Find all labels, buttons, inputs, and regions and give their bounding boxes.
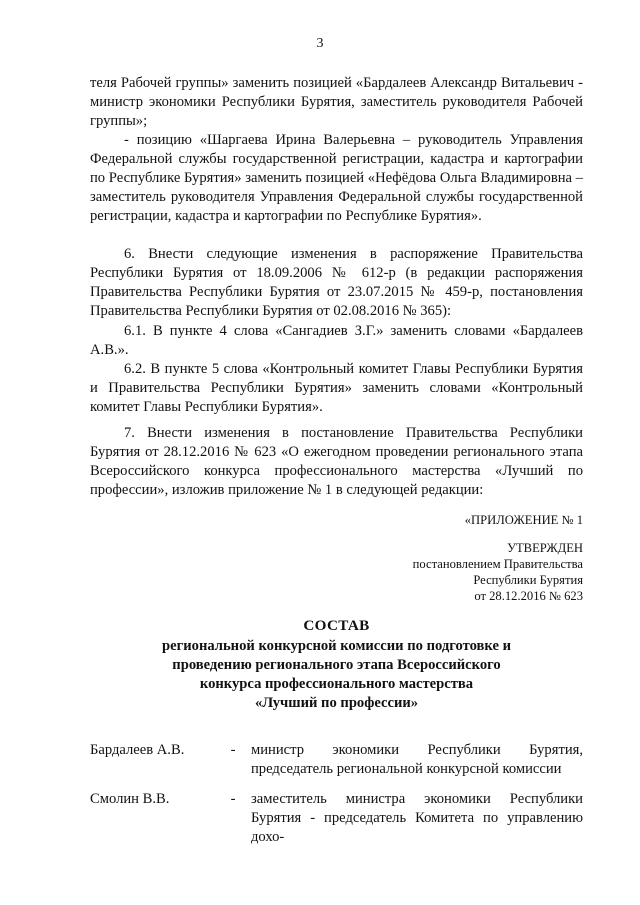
member-name: Бардалеев А.В. [90,742,185,758]
approved-date-line: от 28.12.2016 № 623 [474,589,583,603]
member-dash: - [230,742,236,758]
paragraph-position-replacement: - позицию «Шаргаева Ирина Валерьевна – руководитель Управления Федеральной службы государственной регистрации, кадастра и картографии по Республике Бурятия» заменить позицией «Нефёдова Ольга Владимировна – заместитель руководителя Управления Федеральной службы государственной регистрации, кадастра и картографии по Республике Бурятия». [90,132,583,224]
member-name: Смолин В.В. [90,791,170,807]
paragraph-continuation: теля Рабочей группы» заменить позицией «Бардалеев Александр Витальевич - министр экономики Республики Бурятия, заместитель руководителя Рабочей группы»; [90,75,583,129]
member-dash: - [230,791,236,807]
member-role: заместитель министра экономики Республики Бурятия - председатель Комитета по управлению дохо- [251,791,583,845]
approved-label: УТВЕРЖДЕН [507,541,583,555]
page-number: 3 [316,36,324,51]
member-role: министр экономики Республики Бурятия, председатель региональной конкурсной комиссии [251,742,583,777]
composition-subtitle-line-1: региональной конкурсной комиссии по подготовке и [162,638,511,654]
composition-subtitle-line-3: конкурса профессионального мастерства [199,676,474,692]
composition-subtitle-line-2: проведению регионального этапа Всероссийского [172,657,501,673]
paragraph-item-7: 7. Внести изменения в постановление Правительства Республики Бурятия от 28.12.2016 № 623 «О ежегодном проведении регионального этапа Всероссийского конкурса профессионального мастерства «Лучший по профессии», изложив приложение № 1 в следующей редакции: [90,425,583,498]
composition-heading: СОСТАВ [303,617,370,634]
composition-title [90,616,583,713]
paragraph-item-6-1: 6.1. В пункте 4 слова «Сангадиев З.Г.» заменить словами «Бардалеев А.В.». [90,323,583,358]
approved-region-line: Республики Бурятия [473,573,583,587]
paragraph-item-6-2: 6.2. В пункте 5 слова «Контрольный комитет Главы Республики Бурятия и Правительства Республики Бурятия» заменить словами «Контрольный комитет Главы Республики Бурятия». [90,361,583,415]
approved-by-line: постановлением Правительства [412,557,583,571]
paragraph-item-6: 6. Внести следующие изменения в распоряжение Правительства Республики Бурятия от 18.09.2006 № 612-р (в редакции распоряжения Правительства Республики Бурятия от 23.07.2015 № 459-р, постановления Правительства Республики Бурятия от 02.08.2016 № 365): [90,246,583,319]
appendix-label: «ПРИЛОЖЕНИЕ № 1 [464,513,583,527]
composition-subtitle-line-4: «Лучший по профессии» [254,695,419,711]
